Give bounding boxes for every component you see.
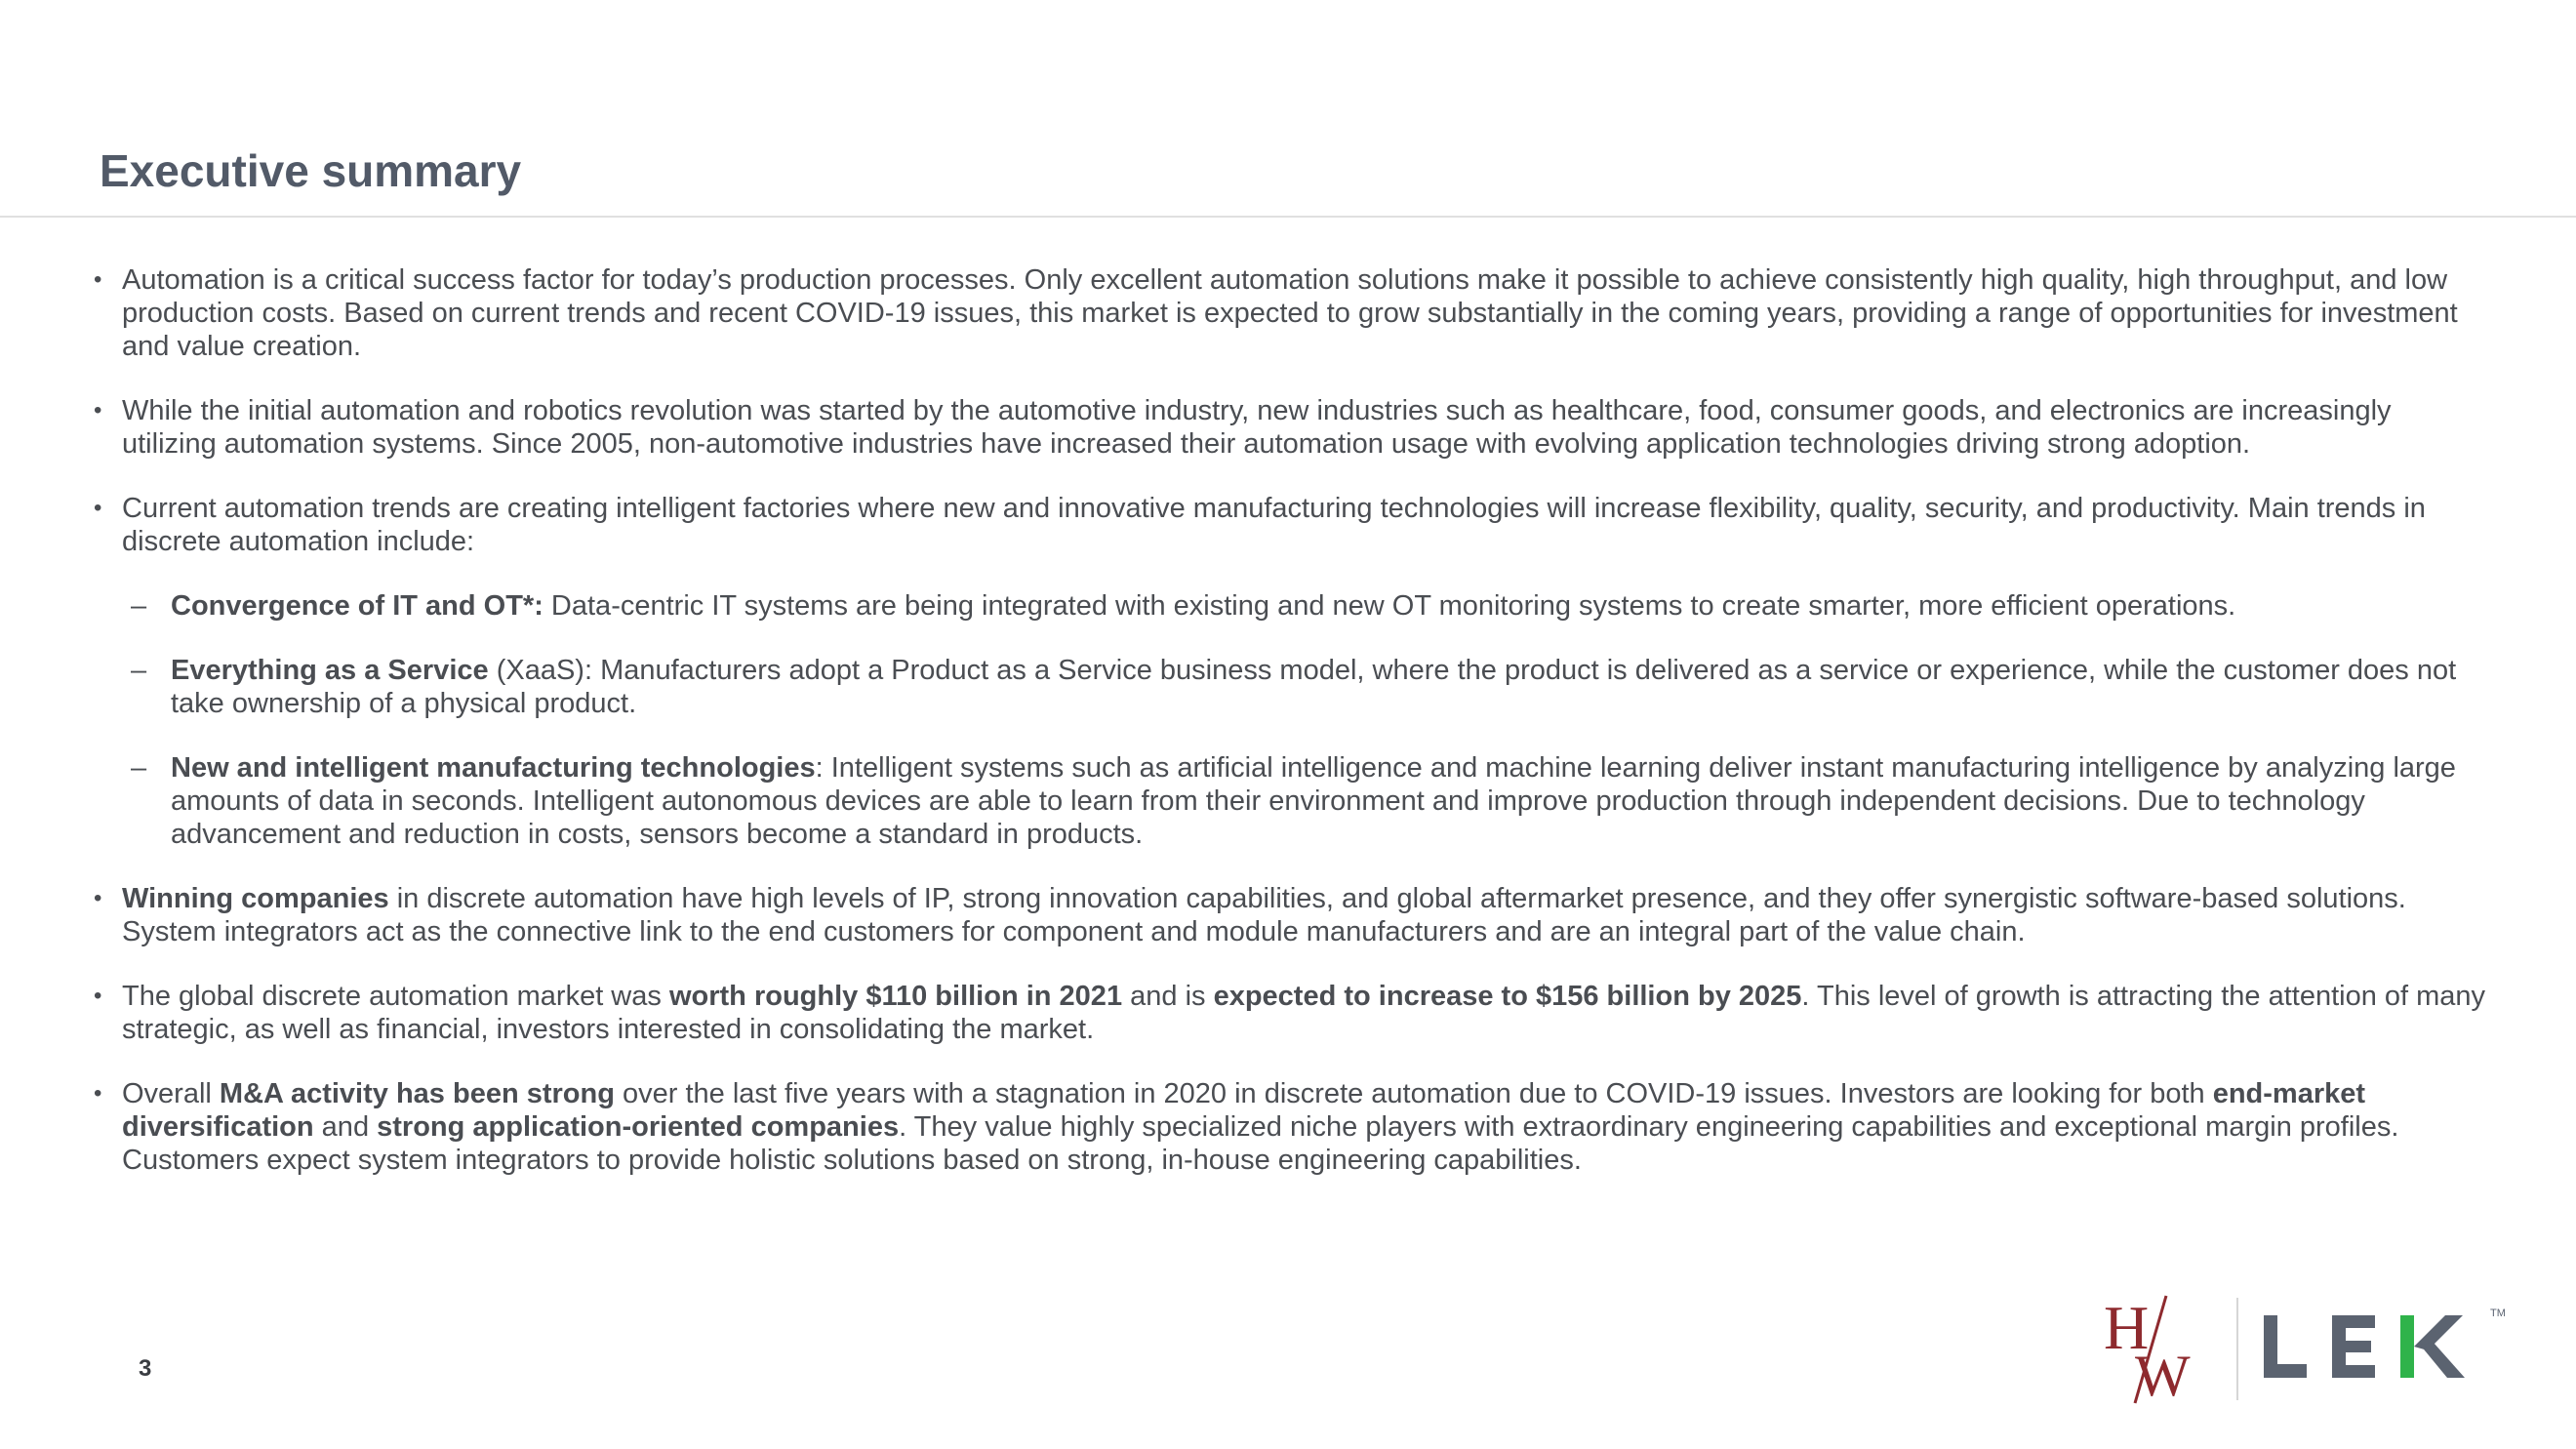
bold-text: Convergence of IT and OT*: [171, 590, 543, 622]
bullet-icon: • [94, 983, 102, 1009]
bullet-item [90, 1077, 2490, 1177]
bullet-item [90, 263, 2490, 363]
body-text: over the last five years with a stagnation in 2020 in discrete automation due to COVID-19 issues. Investors are looking for both [614, 1078, 2213, 1109]
sub-bullet-item [90, 589, 2490, 623]
body-text: Current automation trends are creating intelligent factories where new and innovative manufacturing technologies will increase flexibility, quality, security, and productivity. Main trends in discrete automation include: [122, 493, 2426, 557]
dash-icon: – [131, 655, 147, 686]
body-text: Automation is a critical success factor for today’s production processes. Only excellent automation solutions make it possible to achieve consistently high quality, high throughput, and low production costs. Based on current trends and recent COVID-19 issues, this market is expected to grow substantially in the coming years, providing a range of opportunities for investment and value creation. [122, 264, 2458, 362]
svg-text:W: W [2135, 1344, 2191, 1405]
body-text: in discrete automation have high levels of IP, strong innovation capabilities, and global aftermarket presence, and they offer synergistic software-based solutions. System integrators act as the connective link to the end customers for component and module manufacturers and are an integral part of the value chain. [122, 883, 2406, 947]
bold-text: strong application-oriented companies [377, 1111, 900, 1143]
bold-text: Everything as a Service [171, 655, 489, 686]
body-text: . This level of growth is attracting the attention of many strategic, as well as financial, investors interested in consolidating the market. [122, 981, 2486, 1045]
bold-text: end-market diversification [122, 1078, 2366, 1143]
sub-bullet-item [90, 751, 2490, 851]
bullet-item [90, 980, 2490, 1046]
dash-icon: – [131, 752, 147, 784]
body-text: (XaaS): Manufacturers adopt a Product as a Service business model, where the product is delivered as a service or experience, while the customer does not take ownership of a physical product. [171, 655, 2457, 719]
page-number: 3 [139, 1355, 152, 1382]
body-text: Overall [122, 1078, 220, 1109]
bold-text: worth roughly $110 billion in 2021 [668, 981, 1123, 1012]
body-text: and [313, 1111, 378, 1143]
trademark-mark: TM [2490, 1308, 2506, 1319]
hw-logo-icon [2098, 1288, 2215, 1405]
body-text: The global discrete automation market was [122, 981, 669, 1012]
bullet-icon: • [94, 495, 102, 521]
bullet-item [90, 492, 2490, 558]
logo-divider [2236, 1298, 2238, 1400]
svg-text:H: H [2104, 1293, 2150, 1362]
lek-logo-icon [2264, 1308, 2498, 1386]
bold-text: expected to increase to $156 billion by 2025 [1213, 981, 1802, 1012]
bullet-icon: • [94, 266, 102, 293]
dash-icon: – [131, 590, 147, 622]
footer-logos [2098, 1288, 2508, 1405]
bullet-icon: • [94, 1080, 102, 1107]
bullet-item [90, 882, 2490, 948]
bold-text: M&A activity has been strong [219, 1078, 615, 1109]
bullet-icon: • [94, 397, 102, 423]
body-text: . They value highly specialized niche players with extraordinary engineering capabilities and exceptional margin profiles. Customers expect system integrators to provide holistic solutions based on strong, in-house engineering capabilities. [122, 1111, 2399, 1176]
bold-text: Winning companies [122, 883, 389, 914]
bold-text: New and intelligent manufacturing technologies [171, 752, 816, 784]
body-text: : Intelligent systems such as artificial intelligence and machine learning deliver instant manufacturing intelligence by analyzing large amounts of data in seconds. Intelligent autonomous devices are able to learn from their environment and improve production through independent decisions. Due to technology advancement and reduction in costs, sensors become a standard in products. [171, 752, 2456, 850]
page-title: Executive summary [100, 145, 522, 196]
sub-bullet-item [90, 654, 2490, 720]
bullet-icon: • [94, 885, 102, 911]
bullet-item [90, 394, 2490, 461]
bullet-list [90, 263, 2490, 1208]
body-text: While the initial automation and robotics revolution was started by the automotive industry, new industries such as healthcare, food, consumer goods, and electronics are increasingly utilizing automation systems. Since 2005, non-automotive industries have increased their automation usage with evolving application technologies driving strong adoption. [122, 395, 2392, 460]
body-text: and is [1122, 981, 1214, 1012]
body-text: Data-centric IT systems are being integrated with existing and new OT monitoring systems to create smarter, more efficient operations. [543, 590, 2236, 622]
title-divider [0, 216, 2576, 218]
